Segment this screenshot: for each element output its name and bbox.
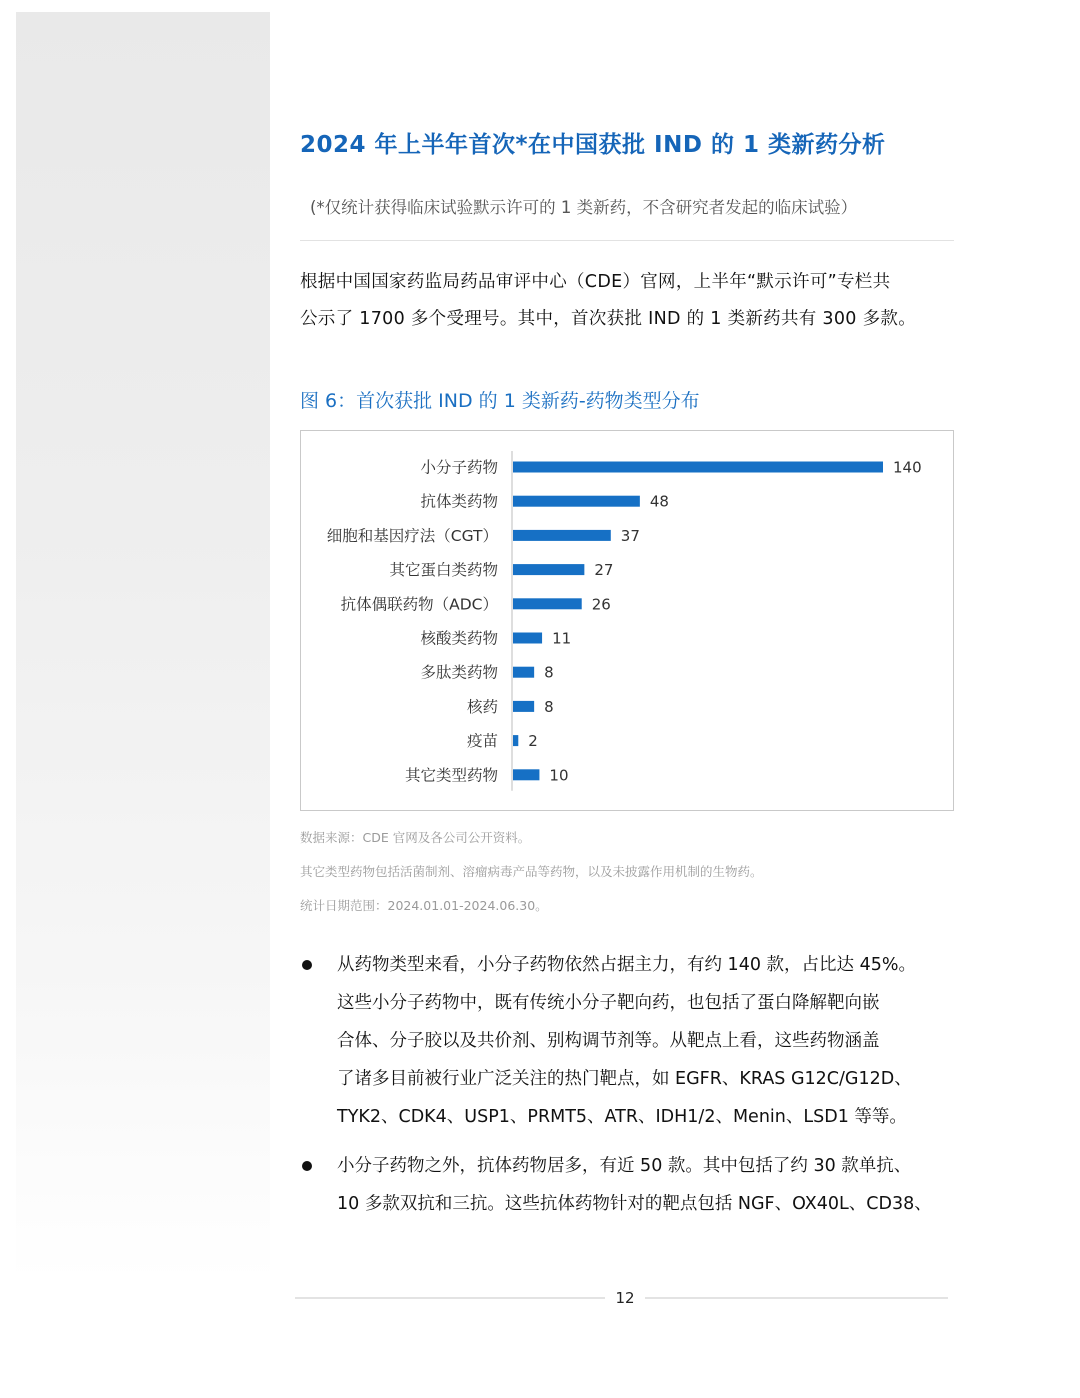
data-label: 27 [594,561,614,580]
page-subtitle: (*仅统计获得临床试验默示许可的 1 类新药，不含研究者发起的临床试验） [310,198,858,217]
bar [513,530,611,541]
bullet-line: 合体、分子胶以及共价剂、别构调节剂等。从靶点上看，这些药物涵盖 [337,1031,880,1051]
data-label: 8 [544,697,554,716]
data-label: 48 [649,492,669,511]
bullet-line: 这些小分子药物中，既有传统小分子靶向药，也包括了蛋白降解靶向嵌 [337,993,880,1013]
category-label: 疫苗 [466,732,498,751]
data-label: 37 [620,526,640,545]
bar-chart-svg [301,431,955,812]
bullet-list [300,946,960,1234]
bar [513,735,518,746]
category-label: 其它类型药物 [404,766,498,785]
intro-line: 公示了 1700 多个受理号。其中，首次获批 IND 的 1 类新药共有 300 多款。 [300,309,916,329]
decorative-side-band [16,12,270,1282]
bullet-line: 了诸多目前被行业广泛关注的热门靶点，如 EGFR、KRAS G12C/G12D、 [337,1069,912,1089]
bullet-line: TYK2、CDK4、USP1、PRMT5、ATR、IDH1/2、Menin、LSD1 等等。 [337,1107,907,1127]
source-note: 数据来源：CDE 官网及各公司公开资料。 [300,830,531,845]
bullet-line: 从药物类型来看，小分子药物依然占据主力，有约 140 款，占比达 45%。 [337,955,916,975]
bullet-dot-icon [302,1161,312,1171]
bar [513,701,534,712]
category-label: 细胞和基因疗法（CGT） [326,526,498,545]
footer-rule-left [295,1297,605,1299]
bar [513,598,582,609]
data-label: 140 [893,458,922,477]
category-label: 核酸类药物 [420,629,498,648]
bullet-dot-icon [302,960,312,970]
bar-chart [300,430,954,811]
bullet-line: 10 多款双抗和三抗。这些抗体药物针对的靶点包括 NGF、OX40L、CD38、 [337,1194,932,1214]
bar [513,667,534,678]
bullet-item [300,1147,960,1223]
data-label: 8 [544,663,554,682]
data-label: 10 [549,766,569,785]
bullet-line: 小分子药物之外，抗体药物居多，有近 50 款。其中包括了约 30 款单抗、 [337,1156,912,1176]
page-number: 12 [615,1289,635,1307]
category-note: 其它类型药物包括活菌制剂、溶瘤病毒产品等药物，以及未披露作用机制的生物药。 [300,864,763,879]
bar [513,769,539,780]
bar [513,633,542,644]
category-label: 多肽类药物 [420,663,498,682]
divider [300,240,954,241]
date-range-note: 统计日期范围：2024.01.01-2024.06.30。 [300,898,548,913]
page-title: 2024 年上半年首次*在中国获批 IND 的 1 类新药分析 [300,132,886,158]
category-label: 小分子药物 [420,458,498,477]
footer-rule-right [645,1297,948,1299]
bar [513,462,883,473]
category-label: 其它蛋白类药物 [389,561,498,580]
category-label: 核药 [466,697,498,716]
bullet-item [300,946,960,1136]
category-label: 抗体偶联药物（ADC） [340,595,498,614]
intro-line: 根据中国国家药监局药品审评中心（CDE）官网，上半年“默示许可”专栏共 [300,272,891,292]
bar [513,564,584,575]
data-label: 11 [552,629,572,648]
category-label: 抗体类药物 [420,492,498,511]
figure-title: 图 6：首次获批 IND 的 1 类新药-药物类型分布 [300,390,700,412]
data-label: 2 [528,732,538,751]
data-label: 26 [591,595,611,614]
bar [513,496,640,507]
intro-paragraph [300,264,954,338]
